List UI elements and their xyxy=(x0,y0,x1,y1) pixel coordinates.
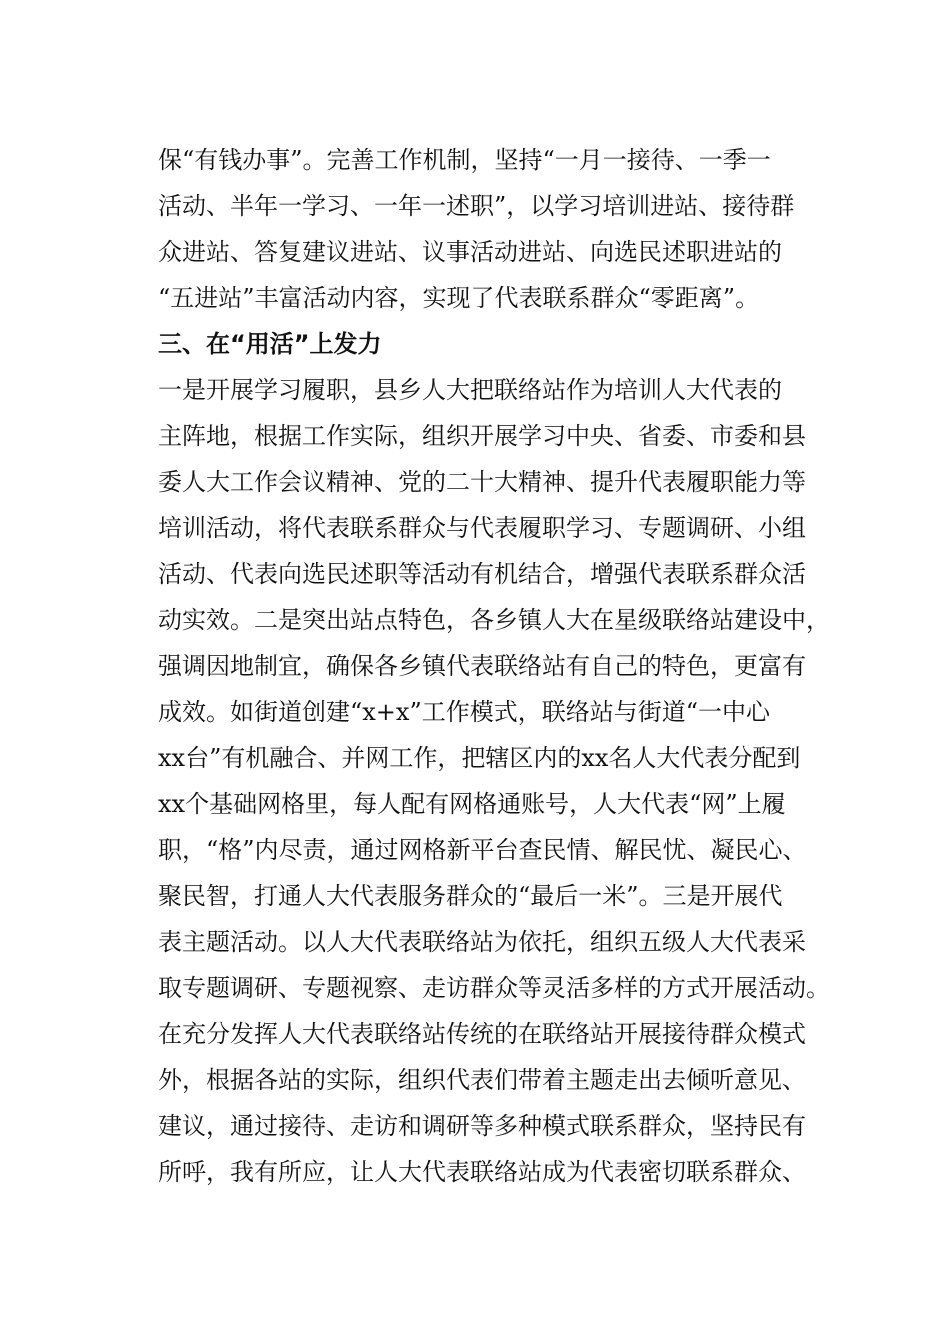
paragraph-line: xx个基础网格里，每人配有网格通账号，人大代表“网”上履 xyxy=(158,790,786,818)
section-heading: 三、在“用活”上发力 xyxy=(158,330,382,358)
paragraph-line: 活动、半年一学习、一年一述职”，以学习培训进站、接待群 xyxy=(158,192,795,220)
paragraph-line: 众进站、答复建议进站、议事活动进站、向选民述职进站的 xyxy=(158,238,782,266)
paragraph-line: 保“有钱办事”。完善工作机制，坚持“一月一接待、一季一 xyxy=(158,146,771,174)
paragraph-line: 外，根据各站的实际，组织代表们带着主题走出去倾听意见、 xyxy=(158,1066,806,1094)
paragraph-line: xx台”有机融合、并网工作，把辖区内的xx名人大代表分配到 xyxy=(158,744,801,772)
paragraph-line: 培训活动，将代表联系群众与代表履职学习、专题调研、小组 xyxy=(158,514,806,542)
paragraph-line: 动实效。二是突出站点特色，各乡镇人大在星级联络站建设中， xyxy=(158,606,830,634)
paragraph-line: 职，“格”内尽责，通过网格新平台查民情、解民忧、凝民心、 xyxy=(158,836,807,864)
paragraph-line: 一是开展学习履职，县乡人大把联络站作为培训人大代表的 xyxy=(158,376,782,404)
paragraph-line: 委人大工作会议精神、党的二十大精神、提升代表履职能力等 xyxy=(158,468,806,496)
paragraph-line: 表主题活动。以人大代表联络站为依托，组织五级人大代表采 xyxy=(158,928,806,956)
paragraph-line: 建议，通过接待、走访和调研等多种模式联系群众，坚持民有 xyxy=(158,1112,806,1140)
paragraph-line: 强调因地制宜，确保各乡镇代表联络站有自己的特色，更富有 xyxy=(158,652,806,680)
paragraph-line: 所呼，我有所应，让人大代表联络站成为代表密切联系群众、 xyxy=(158,1158,806,1186)
paragraph-line: 取专题调研、专题视察、走访群众等灵活多样的方式开展活动。 xyxy=(158,974,830,1002)
paragraph-line: 主阵地，根据工作实际，组织开展学习中央、省委、市委和县 xyxy=(158,422,806,450)
paragraph-line: “五进站”丰富活动内容，实现了代表联系群众“零距离”。 xyxy=(158,284,760,312)
paragraph-line: 在充分发挥人大代表联络站传统的在联络站开展接待群众模式 xyxy=(158,1020,806,1048)
paragraph-line: 聚民智，打通人大代表服务群众的“最后一米”。三是开展代 xyxy=(158,882,783,910)
paragraph-line: 成效。如街道创建“x+x”工作模式，联络站与街道“一中心 xyxy=(158,698,770,726)
paragraph-line: 活动、代表向选民述职等活动有机结合，增强代表联系群众活 xyxy=(158,560,806,588)
